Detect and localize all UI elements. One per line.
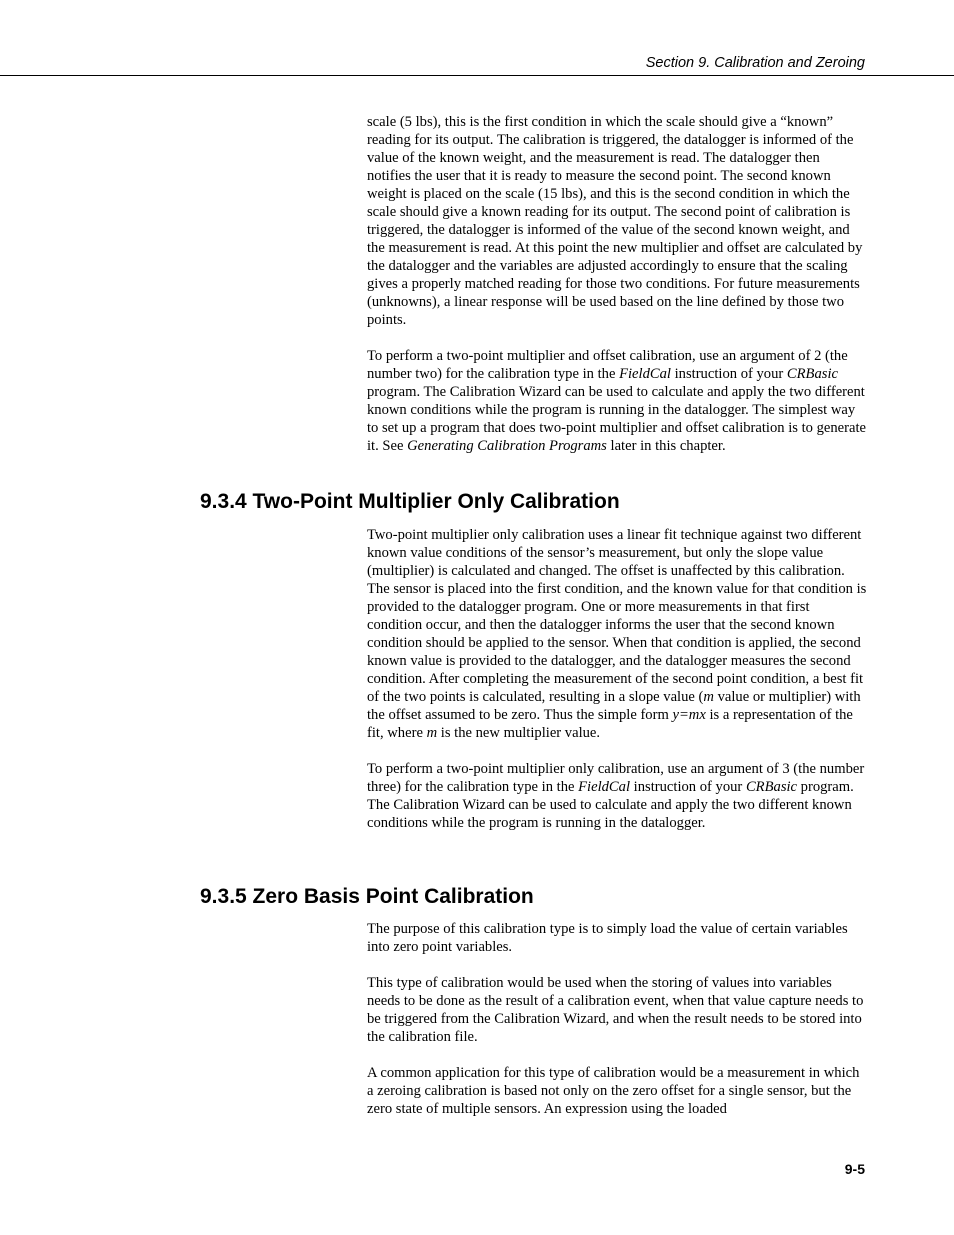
intro-block	[367, 113, 867, 455]
fieldcal-term: FieldCal	[578, 779, 631, 795]
section-935-paragraph-1: The purpose of this calibration type is to simply load the value of certain variables into zero point variables.	[367, 921, 848, 955]
intro-paragraph-2: To perform a two-point multiplier and offset calibration, use an argument of 2 (the number two) for the calibration type in the FieldCal instruction of your CRBasic program. The Calibration Wizard can be used to calculate and apply the two different known conditions while the program is running in the datalogger. The simplest way to set up a program that does two-point multiplier and offset calibration is to generate it. See Generating Calibration Programs later in this chapter.	[367, 348, 867, 454]
section-934-body	[367, 526, 867, 832]
page-number: 9-5	[844, 1161, 865, 1177]
section-934-paragraph-1: Two-point multiplier only calibration uses a linear fit technique against two different known value conditions of the sensor’s measurement, but only the slope value (multiplier) is calculated and changed. The offset is unaffected by this calibration. The sensor is placed into the first condition, and the known value for that condition is provided to the datalogger program. One or more measurements in that first condition occur, and then the datalogger informs the user that the second known condition should be applied to the sensor. When that condition is applied, the second known value is provided to the datalogger, and the datalogger measures the second condition. After completing the measurement of the second point condition, a best fit of the two points is calculated, resulting in a slope value (m value or multiplier) with the offset assumed to be zero. Thus the simple form y=mx is a representation of the fit, where m is the new multiplier value.	[367, 527, 867, 741]
intro-paragraph-1: scale (5 lbs), this is the first condition in which the scale should give a “known” reading for its output. The calibration is triggered, the datalogger is informed of the value of the known weight, and the measurement is read. The datalogger then notifies the user that it is ready to measure the second point. The second known weight is placed on the scale (15 lbs), and this is the second condition in which the scale should give a known reading for its output. The second point of calibration is triggered, the datalogger is informed of the value of the second known weight, and the measurement is read. At this point the new multiplier and offset are calculated by the datalogger and the variables are adjusted accordingly to ensure that the scaling gives a properly matched reading for those two conditions. For future measurements (unknowns), a linear response will be used based on the line defined by those two points.	[367, 114, 863, 328]
section-heading-934: 9.3.4 Two-Point Multiplier Only Calibration	[200, 490, 620, 513]
section-935-body	[367, 920, 867, 1118]
section-935-paragraph-3: A common application for this type of calibration would be a measurement in which a zeroing calibration is based not only on the zero offset for a single sensor, but the zero state of multiple sensors. An expression using the loaded	[367, 1065, 860, 1117]
crbasic-term: CRBasic	[745, 779, 798, 795]
cross-reference: Generating Calibration Programs	[407, 438, 607, 454]
section-heading-935: 9.3.5 Zero Basis Point Calibration	[200, 885, 534, 908]
header-rule	[0, 75, 954, 76]
fieldcal-term: FieldCal	[619, 366, 671, 382]
fit-formula: y=mx	[672, 707, 706, 723]
running-header: Section 9. Calibration and Zeroing	[645, 55, 865, 71]
crbasic-term: CRBasic	[786, 366, 838, 382]
section-935-paragraph-2: This type of calibration would be used when the storing of values into variables needs to be done as the result of a calibration event, when that value capture needs to be triggered from the Calibration Wizard, and when the result needs to be stored into the calibration file.	[367, 975, 864, 1045]
section-934-paragraph-2: To perform a two-point multiplier only calibration, use an argument of 3 (the number three) for the calibration type in the FieldCal instruction of your CRBasic program. The Calibration Wizard can be used to calculate and apply the two different known conditions while the program is running in the datalogger.	[367, 761, 865, 831]
